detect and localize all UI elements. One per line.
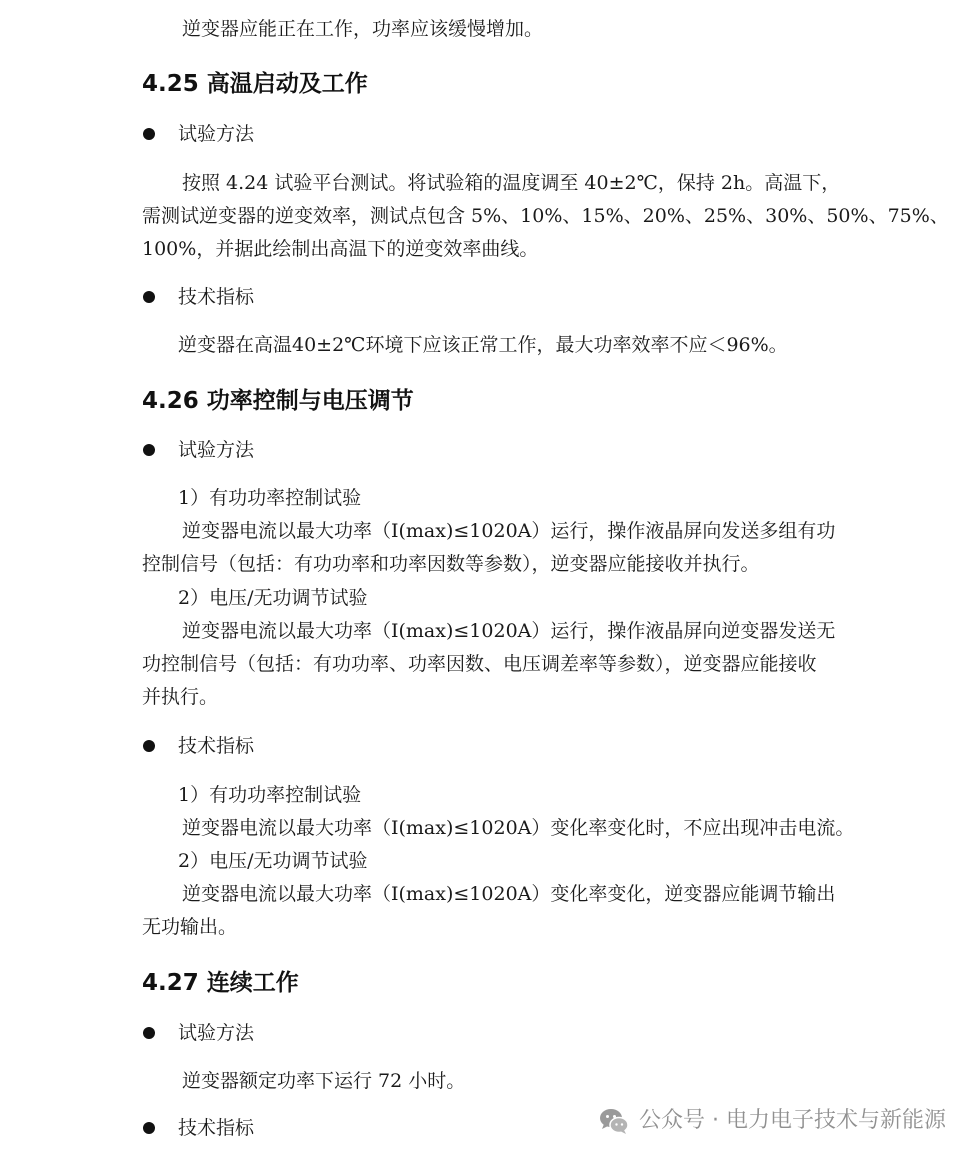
paragraph-line: 需测试逆变器的逆变效率，测试点包含 5%、10%、15%、20%、25%、30%、50%、75%、 [142,205,949,227]
bullet-label: 技术指标 [178,286,255,308]
paragraph-line: 控制信号（包括：有功功率和功率因数等参数），逆变器应能接收并执行。 [142,553,760,575]
bullet-label: 技术指标 [178,735,255,757]
paragraph-line: 1）有功功率控制试验 [178,487,362,509]
bullet-icon [143,291,155,303]
bullet-label: 试验方法 [178,1022,255,1044]
bullet-label: 技术指标 [178,1117,255,1139]
paragraph-line: 逆变器在高温40±2℃环境下应该正常工作，最大功率效率不应＜96%。 [178,334,788,356]
paragraph-line: 100%，并据此绘制出高温下的逆变效率曲线。 [142,238,539,260]
paragraph-line: 无功输出。 [142,916,238,938]
bullet-icon [143,1027,155,1039]
section-heading-4-27: 4.27 连续工作 [142,970,299,996]
section-heading-4-26: 4.26 功率控制与电压调节 [142,388,414,414]
watermark-text: 公众号 · 电力电子技术与新能源 [639,1108,946,1133]
bullet-label: 试验方法 [178,123,255,145]
paragraph-line: 并执行。 [142,686,219,708]
section-heading-4-25: 4.25 高温启动及工作 [142,71,368,97]
bullet-icon [143,128,155,140]
paragraph-line: 逆变器额定功率下运行 72 小时。 [182,1070,466,1092]
paragraph-line: 逆变器电流以最大功率（I(max)≤1020A）运行，操作液晶屏向逆变器发送无 [182,620,836,642]
bullet-icon [143,740,155,752]
account-watermark [597,1104,946,1138]
wechat-icon [597,1104,631,1138]
paragraph-line: 功控制信号（包括：有功功率、功率因数、电压调差率等参数），逆变器应能接收 [142,653,817,675]
bullet-label: 试验方法 [178,439,255,461]
bullet-icon [143,444,155,456]
bullet-icon [143,1122,155,1134]
paragraph-line: 2）电压/无功调节试验 [178,587,368,609]
paragraph-line: 逆变器应能正在工作，功率应该缓慢增加。 [182,18,544,40]
paragraph-line: 逆变器电流以最大功率（I(max)≤1020A）运行，操作液晶屏向发送多组有功 [182,520,836,542]
paragraph-line: 1）有功功率控制试验 [178,784,362,806]
paragraph-line: 按照 4.24 试验平台测试。将试验箱的温度调至 40±2℃，保持 2h。高温下， [182,172,841,194]
paragraph-line: 逆变器电流以最大功率（I(max)≤1020A）变化率变化，逆变器应能调节输出 [182,883,836,905]
paragraph-line: 逆变器电流以最大功率（I(max)≤1020A）变化率变化时，不应出现冲击电流。 [182,817,855,839]
paragraph-line: 2）电压/无功调节试验 [178,850,368,872]
